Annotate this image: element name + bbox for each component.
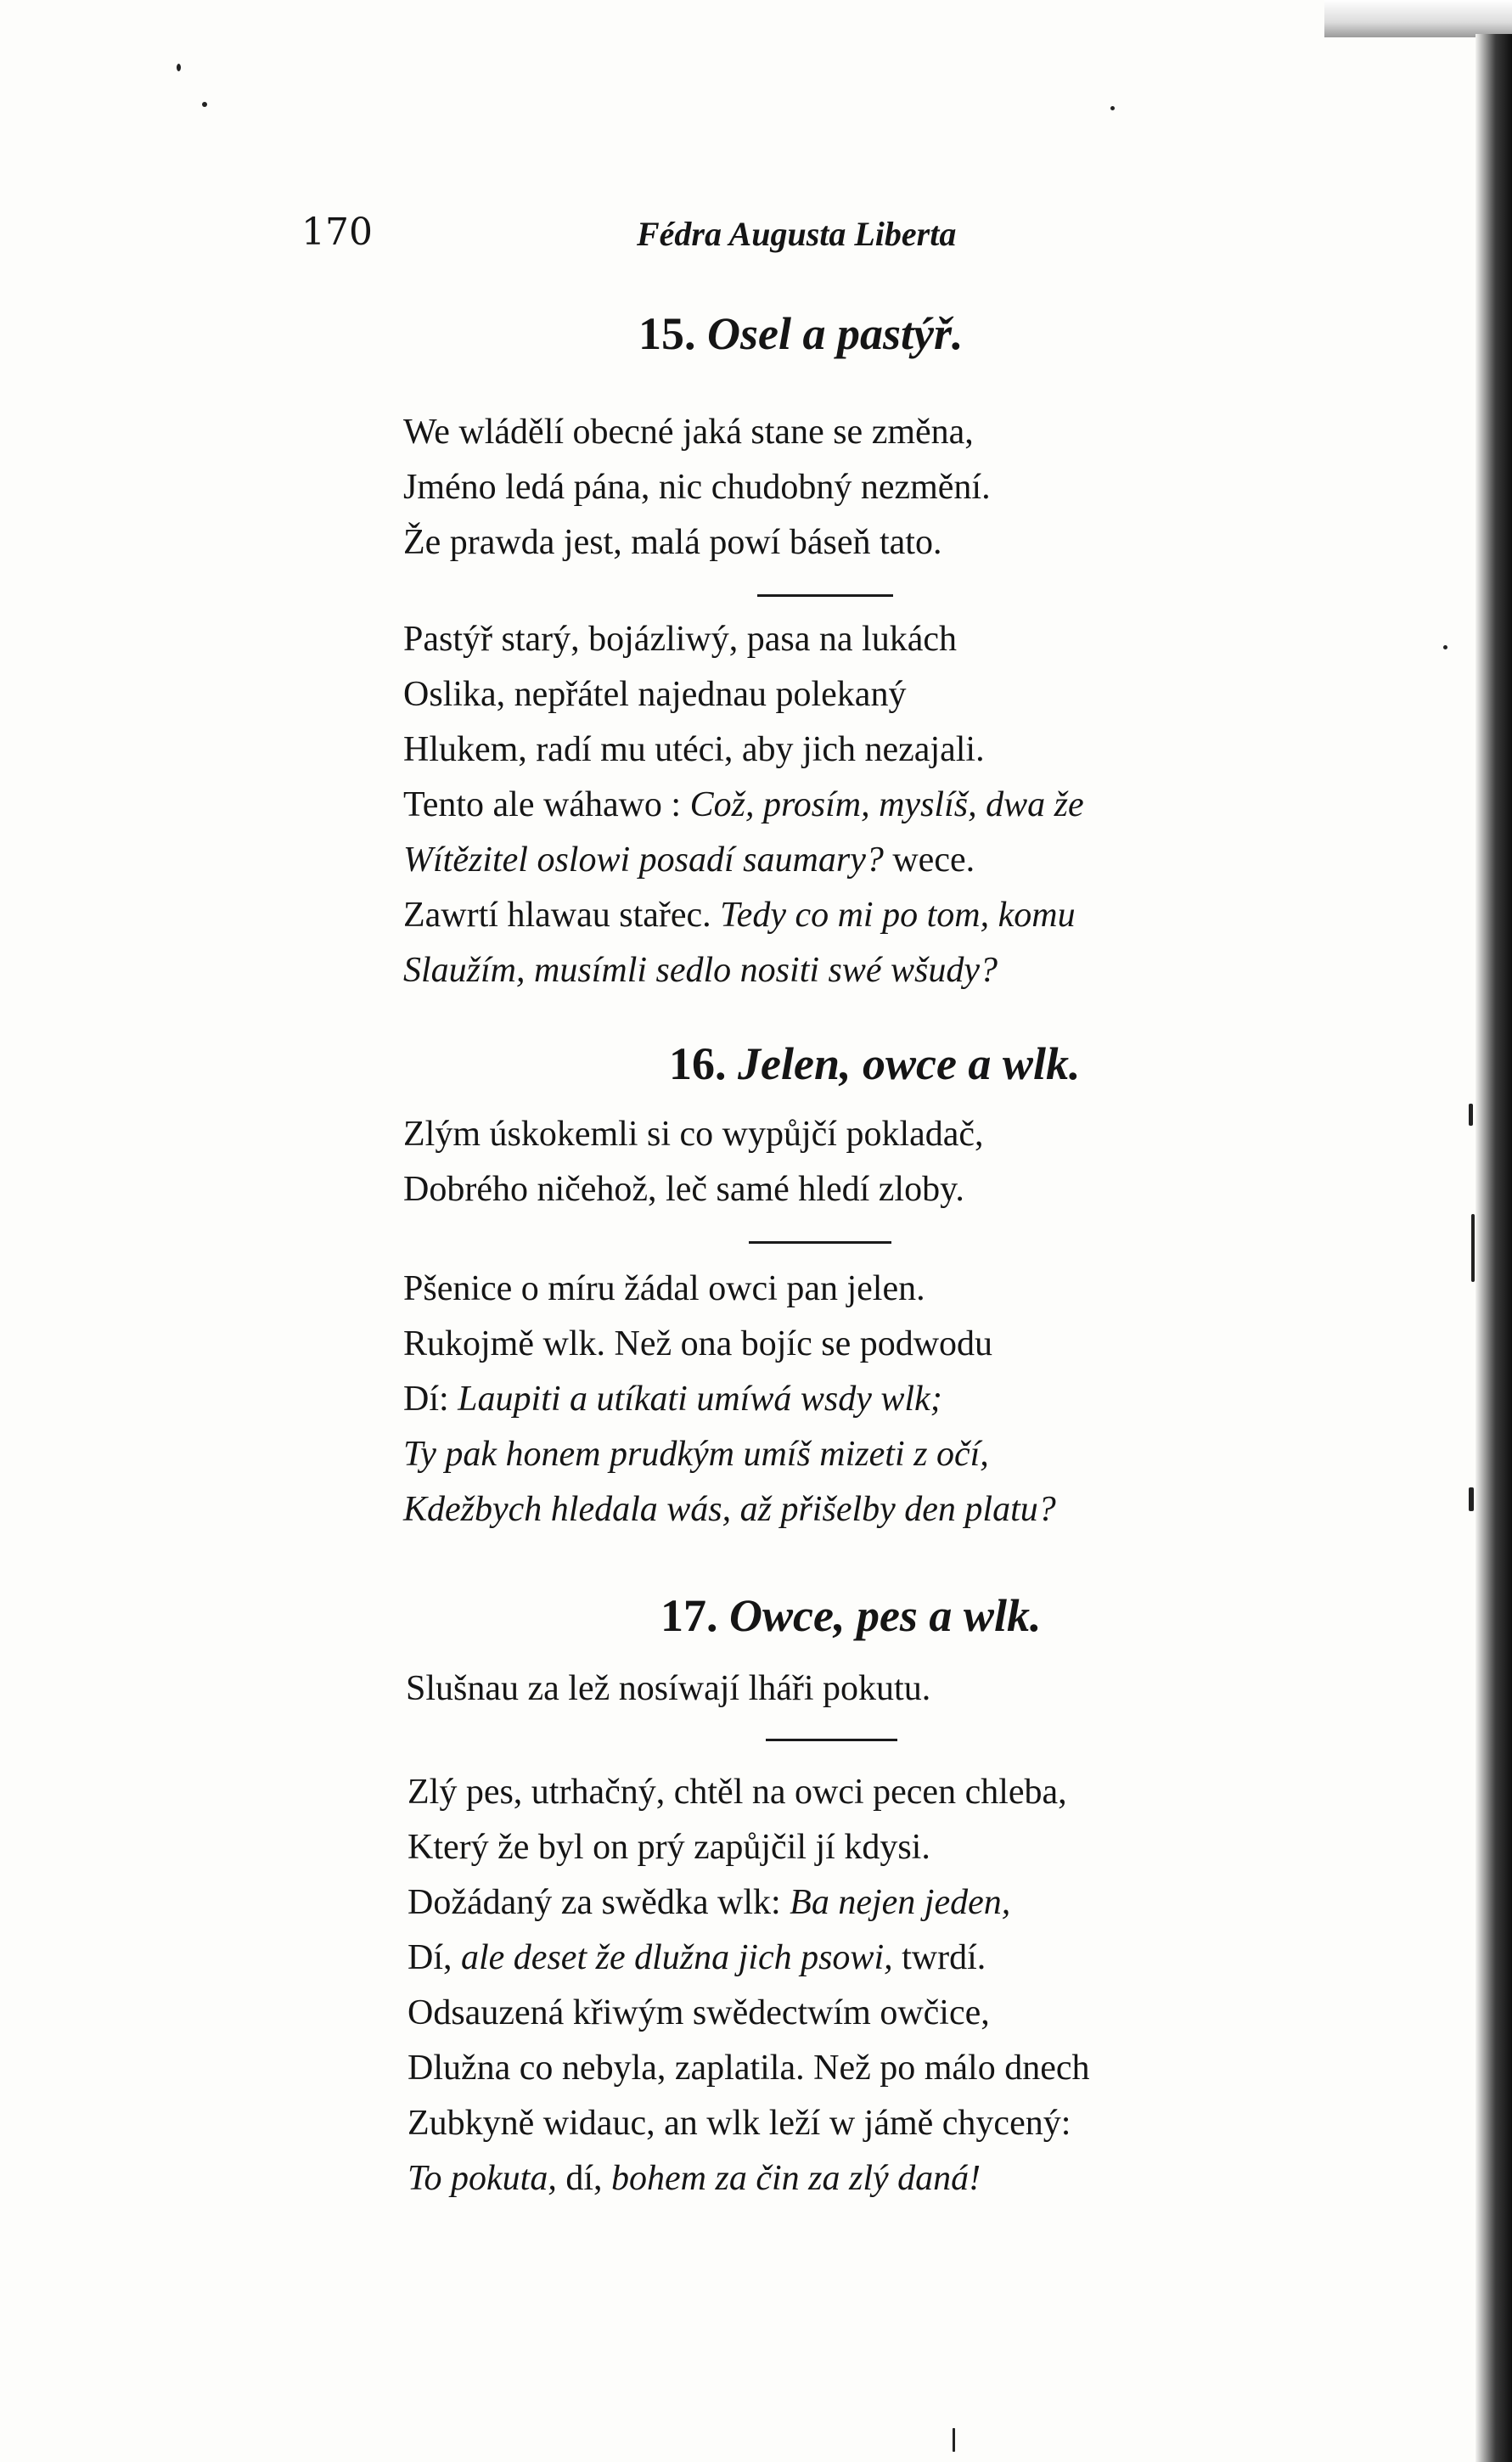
- moral-line: Zlým úskokemli si co wypůjčí pokladač,: [403, 1115, 984, 1154]
- story-line: [403, 1381, 942, 1417]
- story-line: [403, 1436, 989, 1472]
- fable-title-text: Jelen, owce a wlk.: [738, 1038, 1081, 1089]
- story-line: [408, 1940, 986, 1976]
- text-run: Zubkyně widauc, an wlk leží w jámě chycený:: [408, 2104, 1071, 2143]
- story-line: [403, 953, 998, 988]
- fable-title-text: Owce, pes a wlk.: [729, 1590, 1042, 1641]
- italic-text-run: Kdežbych hledala wás, až přišelby den platu?: [403, 1490, 1056, 1529]
- story-line: [408, 1830, 930, 1865]
- italic-text-run: Což, prosím, myslíš, dwa že: [689, 785, 1084, 824]
- italic-text-run: To pokuta,: [408, 2159, 566, 2198]
- story-line: [403, 677, 906, 712]
- scan-speck: [177, 64, 181, 71]
- story-line: [403, 1492, 1056, 1527]
- italic-text-run: ale deset že dlužna jich psowi,: [461, 1938, 893, 1977]
- scan-speck: [1469, 1104, 1473, 1126]
- text-run: Pšenice o míru žádal owci pan jelen.: [403, 1269, 925, 1308]
- text-run: Dožádaný za swědka wlk:: [408, 1883, 790, 1922]
- moral-line: We wládělí obecné jaká stane se změna,: [403, 413, 974, 452]
- scan-speck: [1443, 645, 1447, 649]
- text-run: Odsauzená křiwým swědectwím owčice,: [408, 1993, 990, 2032]
- section-divider: [749, 1241, 891, 1244]
- story-line: [403, 842, 975, 878]
- italic-text-run: Ty pak honem prudkým umíš mizeti z očí,: [403, 1435, 989, 1474]
- story-line: [408, 1774, 1067, 1810]
- italic-text-run: Slaužím, musímli sedlo nositi swé wšudy?: [403, 951, 998, 990]
- story-line: [408, 2050, 1090, 2086]
- scan-speck: [953, 2428, 955, 2452]
- page-corner-shadow: [1324, 0, 1512, 37]
- story-line: [403, 1326, 992, 1362]
- scan-speck: [202, 102, 207, 107]
- text-run: Rukojmě wlk. Než ona bojíc se podwodu: [403, 1324, 993, 1363]
- moral-line: Jméno ledá pána, nic chudobný nezmění.: [403, 468, 991, 507]
- fable-title-text: Osel a pastýř.: [707, 308, 964, 359]
- story-line: [408, 2161, 981, 2196]
- scan-speck: [1469, 1487, 1474, 1511]
- italic-text-run: Wítězitel oslowi posadí saumary?: [403, 840, 884, 880]
- text-run: wece.: [883, 840, 975, 880]
- story-line: [403, 787, 1084, 823]
- text-run: Zlý pes, utrhačný, chtěl na owci pecen chleba,: [408, 1773, 1067, 1812]
- scan-speck: [1471, 1214, 1475, 1282]
- text-run: Dlužna co nebyla, zaplatila. Než po málo dnech: [408, 2049, 1090, 2088]
- text-run: Dí,: [408, 1938, 461, 1977]
- fable-title: [638, 307, 963, 360]
- story-line: [408, 1995, 990, 2031]
- moral-line: Že prawda jest, malá powí báseň tato.: [403, 523, 942, 562]
- fable-title: [669, 1037, 1080, 1090]
- section-divider: [766, 1739, 897, 1741]
- italic-text-run: Tedy co mi po tom, komu: [720, 896, 1076, 935]
- text-run: Který že byl on prý zapůjčil jí kdysi.: [408, 1828, 930, 1867]
- section-divider: [757, 594, 893, 597]
- story-line: [408, 2105, 1071, 2141]
- text-run: Tento ale wáhawo :: [403, 785, 690, 824]
- story-line: [403, 897, 1076, 933]
- text-run: Oslika, nepřátel najednau polekaný: [403, 675, 907, 714]
- text-run: Hlukem, radí mu utéci, aby jich nezajali.: [403, 730, 985, 769]
- italic-text-run: Laupiti a utíkati umíwá wsdy wlk;: [458, 1380, 942, 1419]
- story-line: [403, 1271, 925, 1307]
- text-run: dí,: [565, 2159, 611, 2198]
- story-line: [403, 621, 957, 657]
- scan-speck: [1110, 106, 1115, 110]
- fable-number: 15.: [638, 308, 696, 359]
- text-run: Zawrtí hlawau stařec.: [403, 896, 721, 935]
- story-line: [408, 1885, 1010, 1920]
- text-run: twrdí.: [892, 1938, 986, 1977]
- fable-number: 16.: [669, 1038, 727, 1089]
- text-run: Dí:: [403, 1380, 458, 1419]
- story-line: [403, 732, 985, 767]
- moral-line: Dobrého ničehož, leč samé hledí zloby.: [403, 1170, 964, 1209]
- fable-title: [660, 1589, 1041, 1642]
- running-title: Fédra Augusta Liberta: [637, 215, 957, 253]
- text-run: Pastýř starý, bojázliwý, pasa na lukách: [403, 620, 957, 659]
- moral-line: Slušnau za lež nosíwají lháři pokutu.: [406, 1669, 931, 1708]
- italic-text-run: Ba nejen jeden,: [790, 1883, 1011, 1922]
- page-edge-shadow: [1475, 34, 1512, 2462]
- page-number: 170: [301, 211, 373, 254]
- fable-number: 17.: [660, 1590, 718, 1641]
- italic-text-run: bohem za čin za zlý daná!: [611, 2159, 981, 2198]
